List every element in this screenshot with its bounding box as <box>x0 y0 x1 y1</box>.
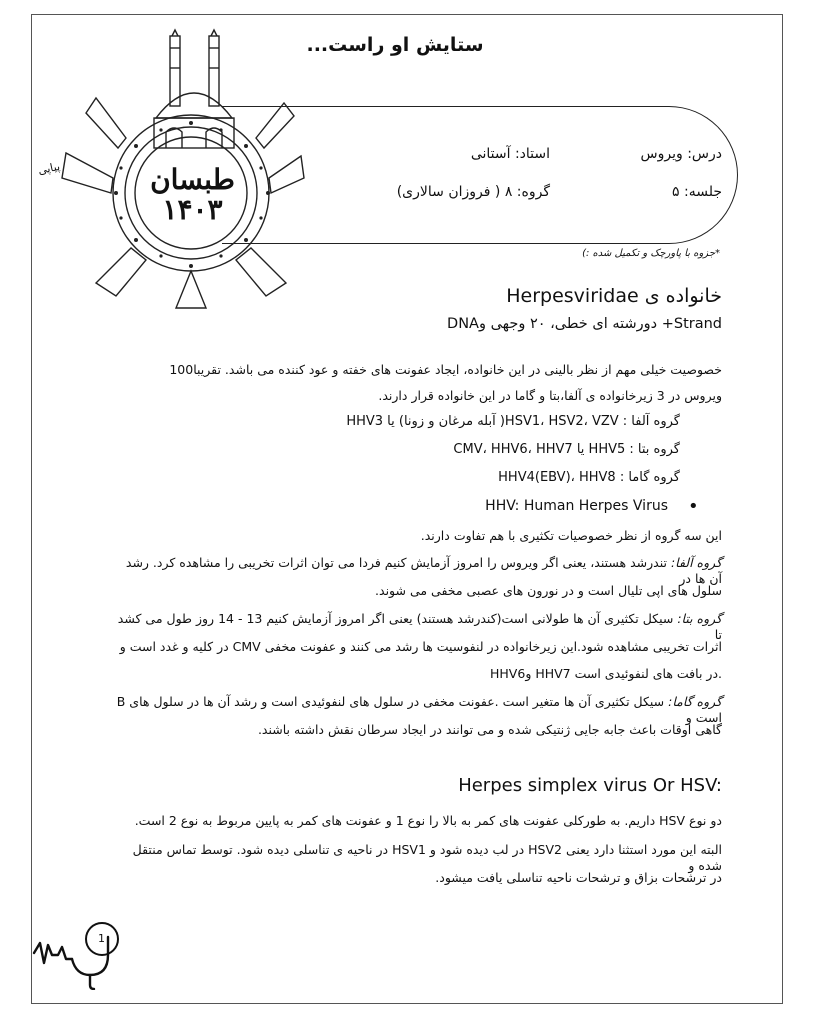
group-label: گروه: ۸ ( فروزان سالاری) <box>396 184 550 200</box>
section-subtitle: DNAدورشته ای خطی، ۲۰ وجهی و +Strand <box>447 316 722 332</box>
stethoscope-icon <box>32 915 132 990</box>
logo-text: طبسان ۱۴۰۳ <box>150 163 235 226</box>
beta-desc-2: اثرات تخریبی مشاهده شود.این زیرخانواده در لنفوسیت ها رشد می کنند و عفونت مخفی CMV در کلیه و غدد است و <box>119 639 722 654</box>
info-box <box>222 106 738 244</box>
intro-line-1: خصوصیت خیلی مهم از نظر بالینی در این خانواده، ایجاد عفونت های خفته و عود کننده می باشد. تقریبا100 <box>169 362 722 377</box>
hsv-line-3: در ترشحات بزاق و ترشحات ناحیه تناسلی یافت میشود. <box>435 870 722 885</box>
gamma-desc-lead: گروه گاما: <box>668 694 722 709</box>
alpha-desc-2: سلول های اپی تلیال است و در نورون های عصبی مخفی می شوند. <box>375 583 722 598</box>
page-title: ستایش او راست... <box>306 34 484 56</box>
alpha-group: گروه آلفا : HSV1، HSV2، VZV( آبله مرغان و زونا) یا HHV3 <box>346 414 680 429</box>
logo-side-text: پیاپی <box>36 159 62 178</box>
bullet-icon: • <box>688 496 699 517</box>
alpha-desc-text: تندرشد هستند، یعنی اگر ویروس را امروز آزمایش کنیم فردا می توان اثرات تخریبی را مشاهده کرد. رشد آن ها در <box>125 555 722 586</box>
groups-difference: این سه گروه از نظر خصوصیات تکثیری با هم تفاوت دارند. <box>420 528 722 543</box>
intro-line-2: ویروس در 3 زیرخانواده ی آلفا،بتا و گاما در این خانواده قرار دارند. <box>378 388 722 403</box>
section-heading: خانواده ی Herpesviridae <box>506 285 722 307</box>
course-label: درس: ویروس <box>640 146 722 162</box>
hsv-line-2: البته این مورد استثنا دارد یعنی HSV2 در لب دیده شود و HSV1 در ناحیه ی تناسلی دیده شود. توسط تماس منتقل شده و <box>132 842 722 873</box>
beta-desc-text: سیکل تکثیری آن ها طولانی است(کندرشد هستند) یعنی اگر امروز آزمایش کنیم 13 - 14 روز طول می کشد تا <box>117 611 722 642</box>
hhv-definition: HHV: Human Herpes Virus <box>485 498 668 514</box>
gamma-desc-2: گاهی اوقات باعث جابه جایی ژنتیکی شده و می توانند در ایجاد سرطان نقش داشته باشند. <box>257 722 722 737</box>
beta-desc-lead: گروه بتا: <box>677 611 722 626</box>
beta-desc-3: HHV6و HHV7 در بافت های لنفوئیدی است. <box>490 666 722 681</box>
instructor-label: استاد: آستانی <box>470 146 550 162</box>
gamma-group: گروه گاما : HHV4(EBV)، HHV8 <box>498 470 680 485</box>
beta-group: گروه بتا : HHV5 یا CMV، HHV6، HHV7 <box>453 442 680 457</box>
hsv-heading: Herpes simplex virus Or HSV: <box>458 775 722 796</box>
alpha-desc-lead: گروه آلفا: <box>670 555 722 570</box>
session-label: جلسه: ۵ <box>672 184 722 200</box>
hsv-line-1: دو نوع HSV داریم. به طورکلی عفونت های کمر به بالا را نوع 1 و عفونت های کمر به پایین مربوط به نوع 2 است. <box>134 813 722 828</box>
page-number: 1 <box>98 932 105 945</box>
note-text: *جزوه با پاورچک و تکمیل شده :) <box>582 248 720 259</box>
gamma-desc-text: سیکل تکثیری آن ها متغیر است .عفونت مخفی در سلول های لنفوئیدی است و رشد آن ها در سلول های B است و <box>116 694 722 725</box>
